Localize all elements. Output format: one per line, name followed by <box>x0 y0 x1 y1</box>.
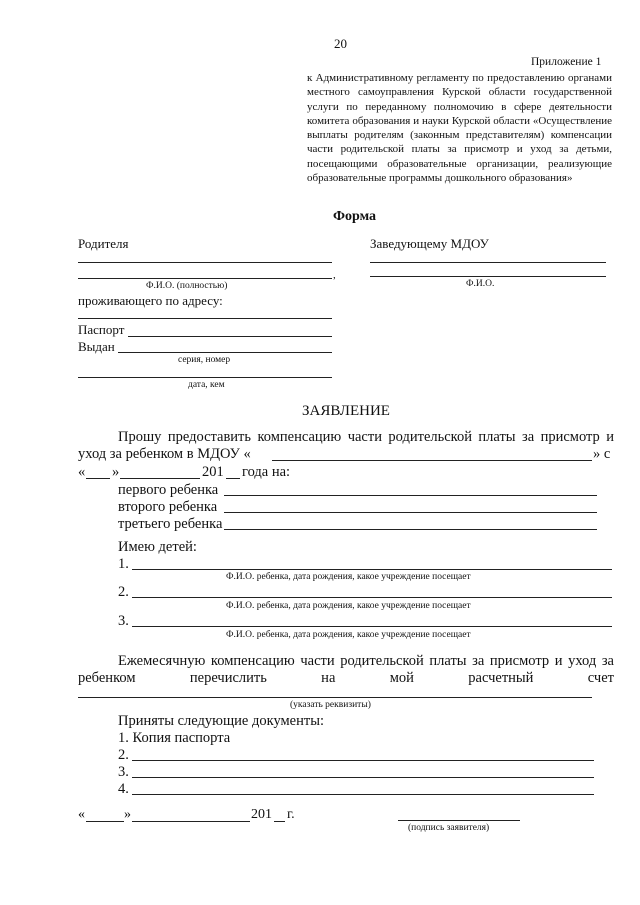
doc-3: 3. <box>118 764 129 780</box>
sign-date-open-quote: « <box>78 807 85 822</box>
child-line-2 <box>132 597 612 598</box>
parent-label: Родителя <box>78 236 129 251</box>
appendix-text: к Административному регламенту по предоставлению органами местного самоуправления Курской области государственной услуги по переданному полномочию в сфере деятельности комитета образования и науки Курской области «Осуществление выплаты родителям (законным представителям) компенсации части родительской платы за присмотр и уход за детьми, посещающими образовательные организации, реализующие образовательные программы дошкольного образования» <box>307 72 612 185</box>
doc-line-2 <box>132 760 594 761</box>
sign-day-line <box>86 821 124 822</box>
head-fio-caption: Ф.И.О. <box>466 279 495 289</box>
child-caption-1: Ф.И.О. ребенка, дата рождения, какое учреждение посещает <box>226 572 471 582</box>
doc-line-3 <box>132 777 594 778</box>
head-label: Заведующему МДОУ <box>370 236 489 251</box>
doc-1: 1. Копия паспорта <box>118 730 231 746</box>
date-month-line <box>120 478 200 479</box>
first-child-line <box>224 495 597 496</box>
series-caption: серия, номер <box>178 355 231 365</box>
doc-4: 4. <box>118 781 129 797</box>
doc-line-4 <box>132 794 594 795</box>
date-close-quote: » <box>112 464 120 480</box>
third-child-line <box>224 529 597 530</box>
second-child-label: второго ребенка <box>118 499 218 515</box>
head-line-1 <box>370 262 606 263</box>
second-child-line <box>224 512 597 513</box>
docs-label: Приняты следующие документы: <box>118 713 324 729</box>
comma-mark: , <box>333 269 336 281</box>
signature-line <box>398 820 520 821</box>
monthly-line-2: ребенком перечислить на мой расчетный счет <box>78 670 614 686</box>
sign-year: 201 <box>251 807 272 822</box>
date-day-line <box>86 478 110 479</box>
address-label: проживающего по адресу: <box>78 293 223 308</box>
issued-label: Выдан <box>78 339 115 354</box>
child-line-1 <box>132 569 612 570</box>
parent-line-1 <box>78 262 332 263</box>
child-number-2: 2. <box>118 584 129 600</box>
address-line <box>78 318 332 319</box>
sign-date-close-quote: » <box>124 807 131 822</box>
sign-month-line <box>132 821 250 822</box>
child-number-3: 3. <box>118 613 129 629</box>
request-line-2-suffix: » с <box>593 446 611 462</box>
child-caption-2: Ф.И.О. ребенка, дата рождения, какое учреждение посещает <box>226 601 471 611</box>
requisites-line <box>78 697 592 698</box>
child-number-1: 1. <box>118 556 129 572</box>
third-child-label: третьего ребенка <box>118 516 223 532</box>
sign-year-suffix: г. <box>287 807 295 822</box>
head-line-2 <box>370 276 606 277</box>
first-child-label: первого ребенка <box>118 482 219 498</box>
mdou-name-line <box>272 460 592 461</box>
year-text: 201 <box>202 464 224 480</box>
appendix-title: Приложение 1 <box>531 56 602 68</box>
doc-2: 2. <box>118 747 129 763</box>
passport-line <box>128 336 332 337</box>
passport-label: Паспорт <box>78 322 125 337</box>
parent-line-2 <box>78 278 332 279</box>
form-title: Форма <box>333 209 377 224</box>
request-line-2-prefix: уход за ребенком в МДОУ « <box>78 446 251 462</box>
year-suffix: года на: <box>242 464 291 480</box>
have-children-label: Имею детей: <box>118 539 197 555</box>
issued-by-line <box>78 377 332 378</box>
date-caption: дата, кем <box>188 380 225 390</box>
child-line-3 <box>132 626 612 627</box>
year-line <box>226 478 240 479</box>
signature-caption: (подпись заявителя) <box>408 823 490 833</box>
date-open-quote: « <box>78 464 86 480</box>
request-line-1: Прошу предоставить компенсацию части родительской платы за присмотр и <box>118 429 614 445</box>
monthly-line-1: Ежемесячную компенсацию части родительской платы за присмотр и уход за <box>118 653 614 669</box>
requisites-caption: (указать реквизиты) <box>290 700 371 710</box>
page-number: 20 <box>334 36 347 51</box>
child-caption-3: Ф.И.О. ребенка, дата рождения, какое учреждение посещает <box>226 630 471 640</box>
issued-line <box>118 352 332 353</box>
sign-year-line <box>274 821 285 822</box>
parent-fio-caption: Ф.И.О. (полностью) <box>146 281 228 291</box>
statement-title: ЗАЯВЛЕНИЕ <box>302 403 390 419</box>
